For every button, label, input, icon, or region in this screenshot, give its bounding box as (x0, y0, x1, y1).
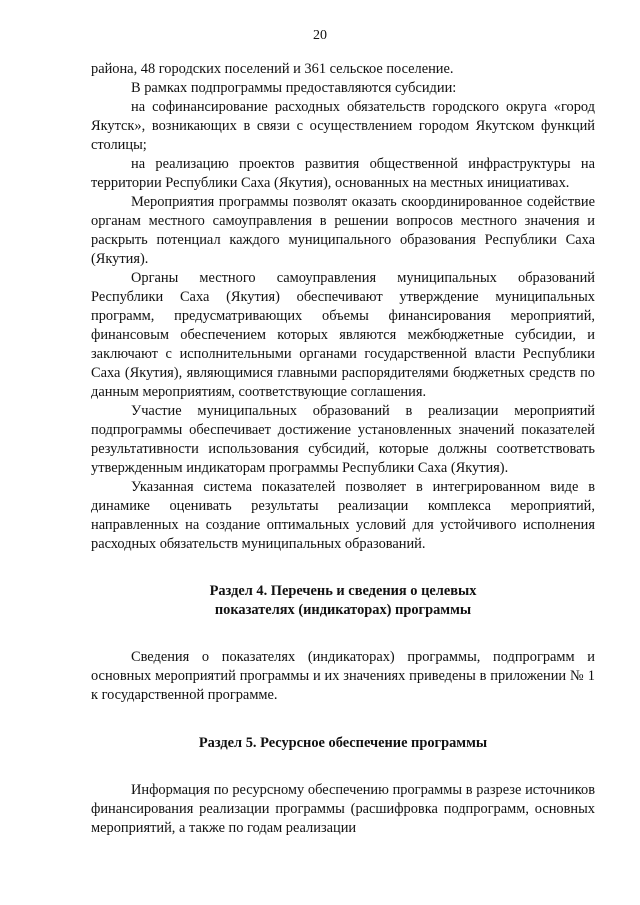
page-number: 20 (313, 28, 327, 43)
paragraph-subsidy-local-initiatives: на реализацию проектов развития общественной инфраструктуры на территории Республики Саха (Якутия), основанных на местных инициативах. (91, 156, 595, 191)
section-4-paragraph: Сведения о показателях (индикаторах) программы, подпрограмм и основных мероприятий программы и их значениях приведены в приложении № 1 к государственной программе. (91, 649, 595, 703)
paragraph-program-measures: Мероприятия программы позволят оказать скоординированное содействие органам местного самоуправления в решении вопросов местного значения и раскрыть потенциал каждого муниципального образования Республики Саха (Якутия). (91, 194, 595, 267)
section-4-heading (91, 582, 595, 620)
section-5-paragraph: Информация по ресурсному обеспечению программы в разрезе источников финансирования реализации программы (расшифровка подпрограмм, основных мероприятий, а также по годам реализации (91, 782, 595, 836)
document-body (91, 60, 595, 838)
section-4-heading-line-1: Раздел 4. Перечень и сведения о целевых (209, 583, 477, 599)
paragraph-indicator-system: Указанная система показателей позволяет в интегрированном виде в динамике оценивать результаты реализации комплекса мероприятий, направленных на создание оптимальных условий для устойчивого исполнения расходных обязательств муниципальных образований. (91, 479, 595, 552)
section-5-heading: Раздел 5. Ресурсное обеспечение программы (198, 735, 488, 751)
paragraph-continuation: района, 48 городских поселений и 361 сельское поселение. (91, 61, 454, 77)
paragraph-local-governments: Органы местного самоуправления муниципальных образований Республики Саха (Якутия) обеспечивают утверждение муниципальных программ, предусматривающих объемы финансирования мероприятий, финансовым обеспечением которых являются межбюджетные субсидии, и заключают с исполнительными органами государственной власти Республики Саха (Якутия), являющимися главными распорядителями бюджетных средств по данным мероприятиям, соответствующие соглашения. (91, 270, 595, 400)
paragraph-participation: Участие муниципальных образований в реализации мероприятий подпрограммы обеспечивает достижение установленных значений показателей результативности использования субсидий, которые должны соответствовать утвержденным индикаторам программы Республики Саха (Якутия). (91, 403, 595, 476)
paragraph-subsidies-intro: В рамках подпрограммы предоставляются субсидии: (131, 80, 457, 96)
paragraph-subsidy-capital: на софинансирование расходных обязательств городского округа «город Якутск», возникающих в связи с осуществлением городом Якутском функций столицы; (91, 99, 595, 153)
section-4-heading-line-2: показателях (индикаторах) программы (214, 602, 472, 618)
